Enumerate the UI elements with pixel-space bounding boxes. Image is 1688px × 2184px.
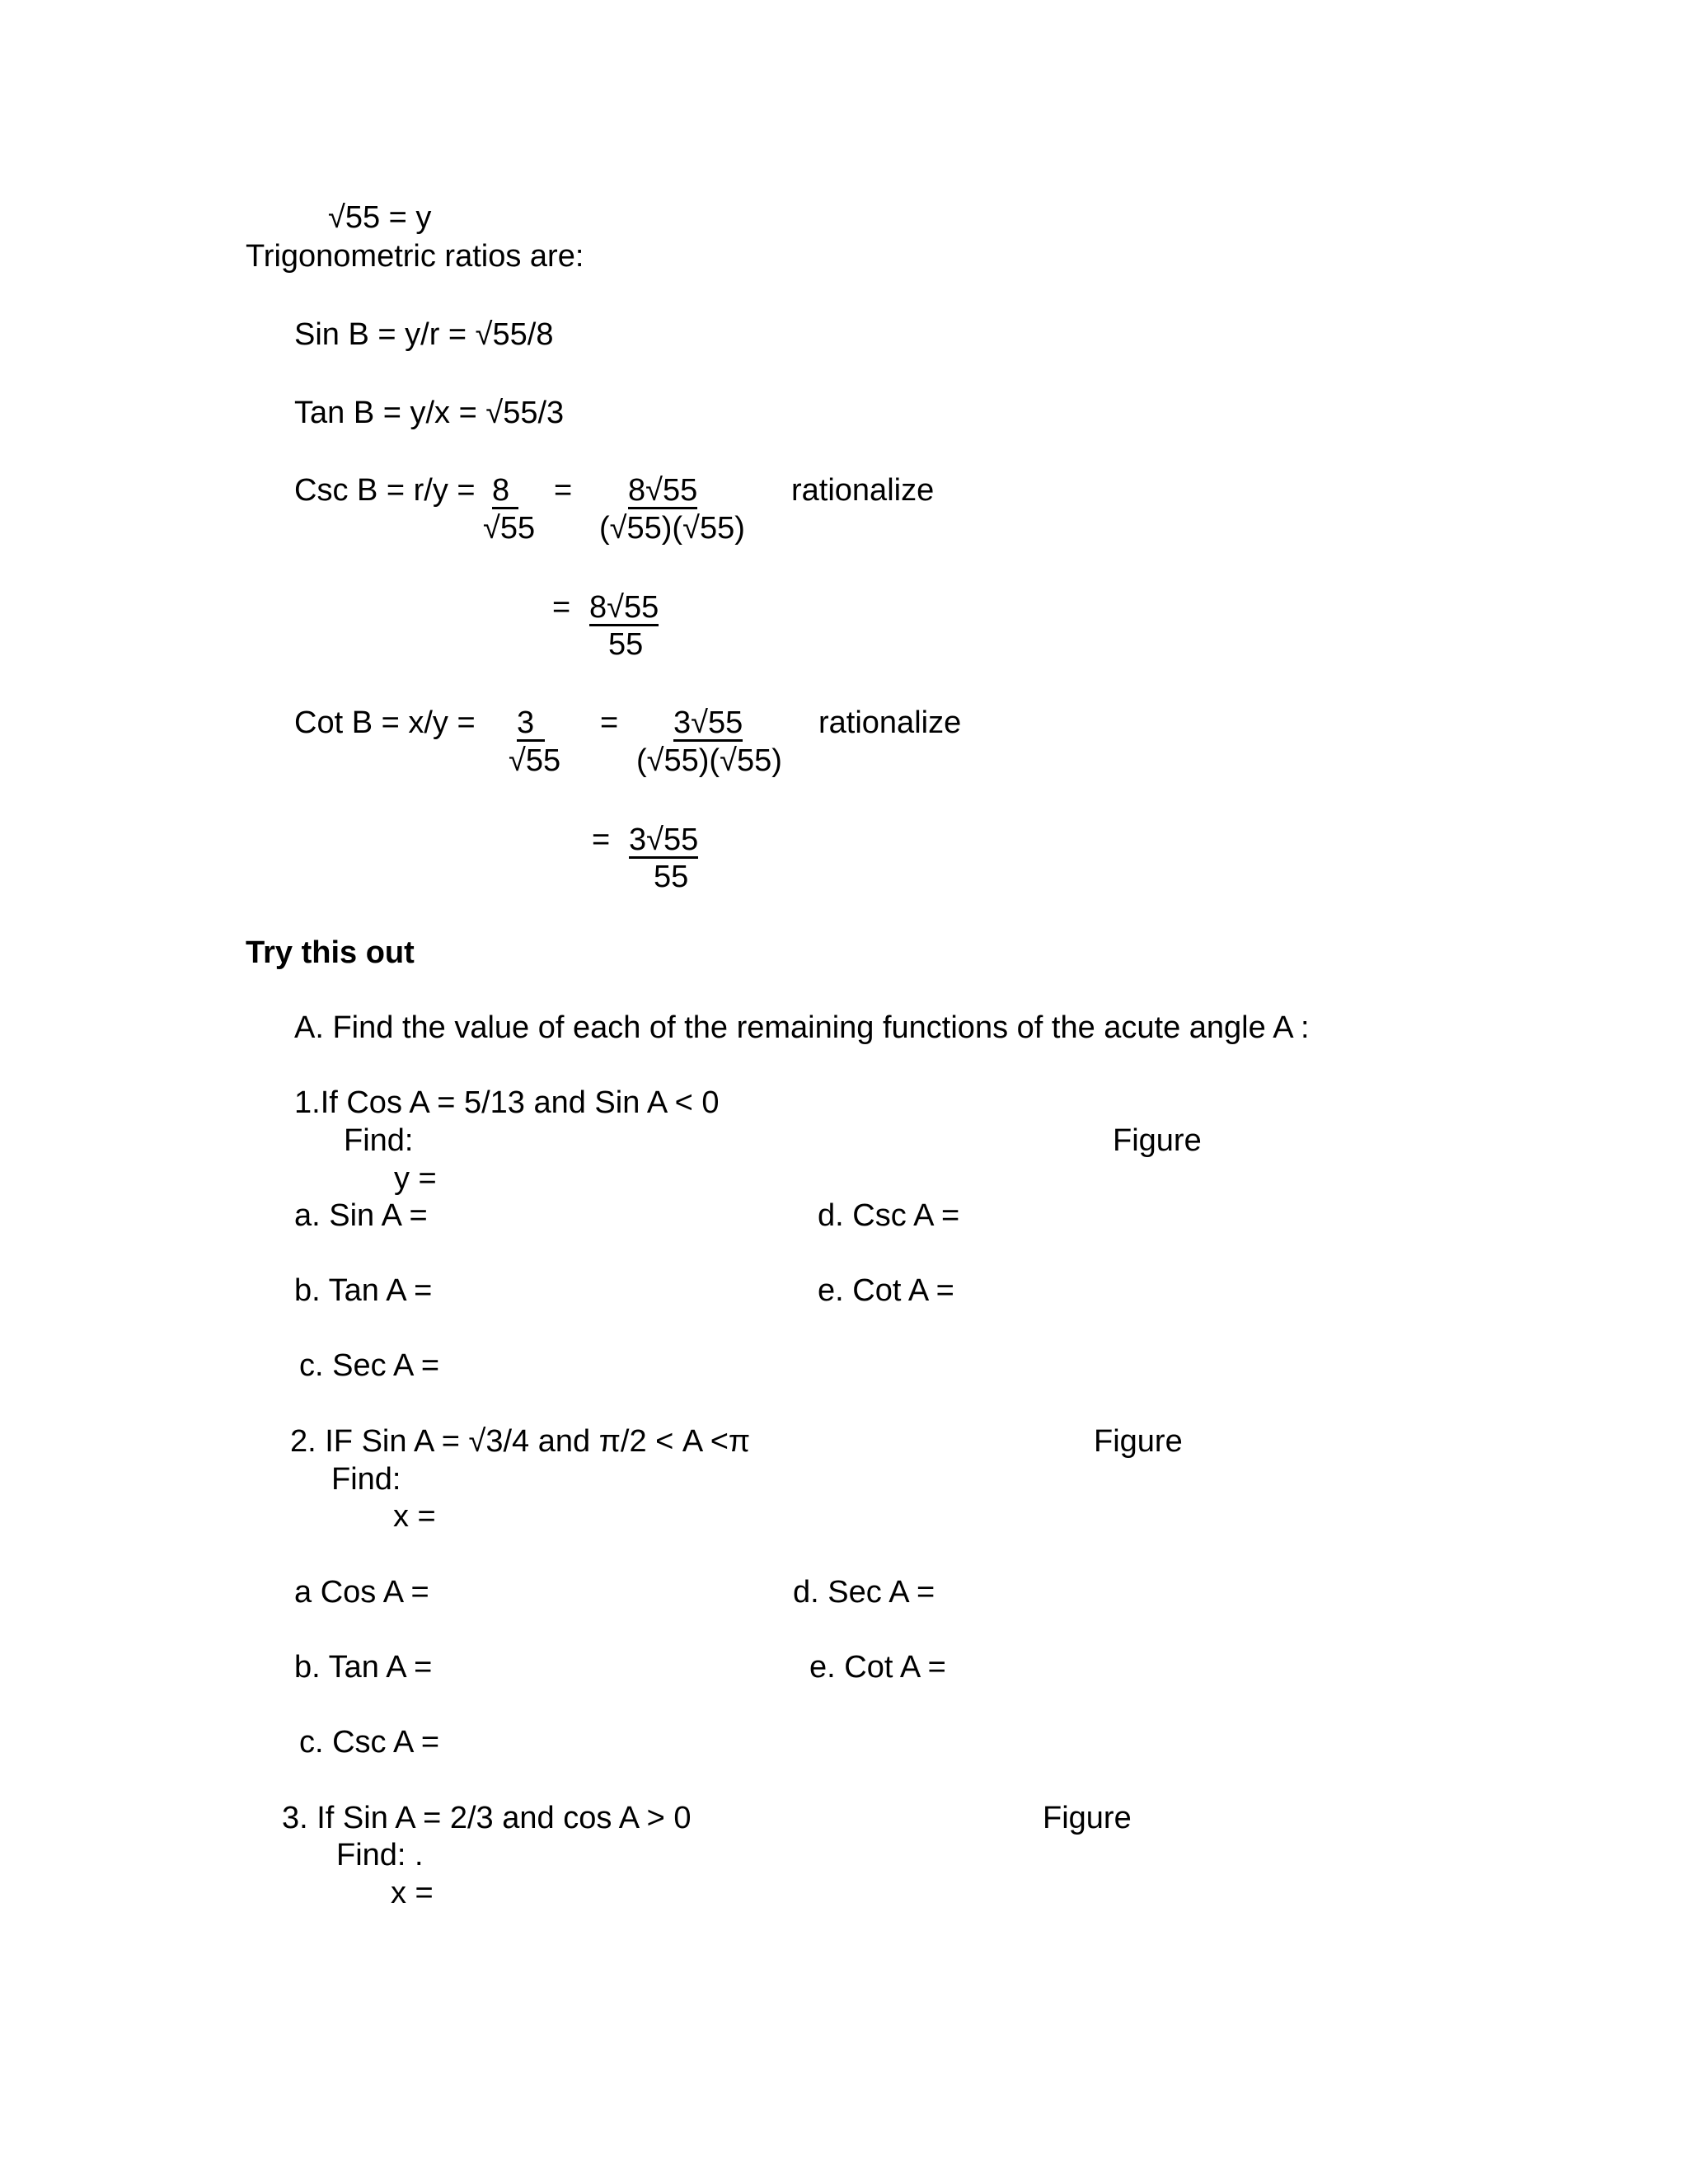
cot-b-equals-2: = (592, 823, 611, 857)
problem-1-item-b: b. Tan A = (294, 1273, 433, 1308)
cot-b-numerator: 3 (517, 707, 545, 742)
problem-3-solve-x: x = (391, 1876, 434, 1910)
problem-3-given: 3. If Sin A = 2/3 and cos A > 0 (282, 1801, 692, 1835)
section-heading: Try this out (246, 935, 415, 970)
problem-1-given: 1.If Cos A = 5/13 and Sin A < 0 (294, 1085, 720, 1120)
problem-3-find: Find: . (336, 1838, 424, 1872)
root-equation: √55 = y (328, 200, 432, 235)
csc-b-lhs: Csc B = r/y = (294, 473, 476, 508)
problem-2-find: Find: (331, 1462, 401, 1497)
exercise-instruction: A. Find the value of each of the remaining functions of the acute angle A : (294, 1010, 1310, 1045)
problem-2-figure-label: Figure (1094, 1424, 1183, 1459)
csc-b-denominator-2: (√55)(√55) (599, 511, 745, 546)
problem-2-item-b: b. Tan A = (294, 1650, 433, 1685)
csc-b-numerator-2: 8√55 (628, 473, 698, 508)
csc-b-numerator: 8 (492, 475, 518, 509)
problem-1-figure-label: Figure (1113, 1123, 1202, 1158)
cot-b-lhs: Cot B = x/y = (294, 705, 476, 740)
problem-1-item-d: d. Csc A = (818, 1198, 960, 1233)
cot-b-rationalize-note: rationalize (818, 705, 962, 740)
problem-1-find: Find: (344, 1123, 414, 1158)
problem-1-item-c: c. Sec A = (299, 1348, 440, 1383)
problem-2-given: 2. IF Sin A = √3/4 and π/2 < A <π (290, 1424, 751, 1459)
problem-2-item-e: e. Cot A = (809, 1650, 946, 1685)
problem-1-item-a: a. Sin A = (294, 1198, 428, 1233)
csc-b-result-numerator: 8√55 (589, 590, 659, 625)
problem-2-item-d: d. Sec A = (793, 1575, 935, 1610)
cot-b-result-numerator: 3√55 (629, 823, 699, 857)
csc-b-rationalize-note: rationalize (791, 473, 935, 508)
problem-3-figure-label: Figure (1043, 1801, 1132, 1835)
problem-2-solve-x: x = (393, 1499, 436, 1534)
problem-1-solve-y: y = (394, 1161, 437, 1196)
tan-b-ratio: Tan B = y/x = √55/3 (294, 396, 565, 430)
problem-2-item-a: a Cos A = (294, 1575, 429, 1610)
problem-2-item-c: c. Csc A = (299, 1725, 440, 1760)
csc-b-equals-2: = (552, 590, 571, 625)
problem-1-item-e: e. Cot A = (818, 1273, 954, 1308)
csc-b-denominator: √55 (483, 511, 536, 546)
sin-b-ratio: Sin B = y/r = √55/8 (294, 317, 554, 352)
ratios-intro: Trigonometric ratios are: (246, 239, 584, 274)
csc-b-result-denominator: 55 (608, 627, 644, 662)
cot-b-result-denominator: 55 (654, 860, 689, 894)
cot-b-denominator-2: (√55)(√55) (636, 743, 782, 778)
cot-b-numerator-2: 3√55 (673, 705, 743, 740)
cot-b-denominator: √55 (509, 743, 561, 778)
cot-b-equals: = (600, 705, 619, 740)
csc-b-equals: = (554, 473, 573, 508)
